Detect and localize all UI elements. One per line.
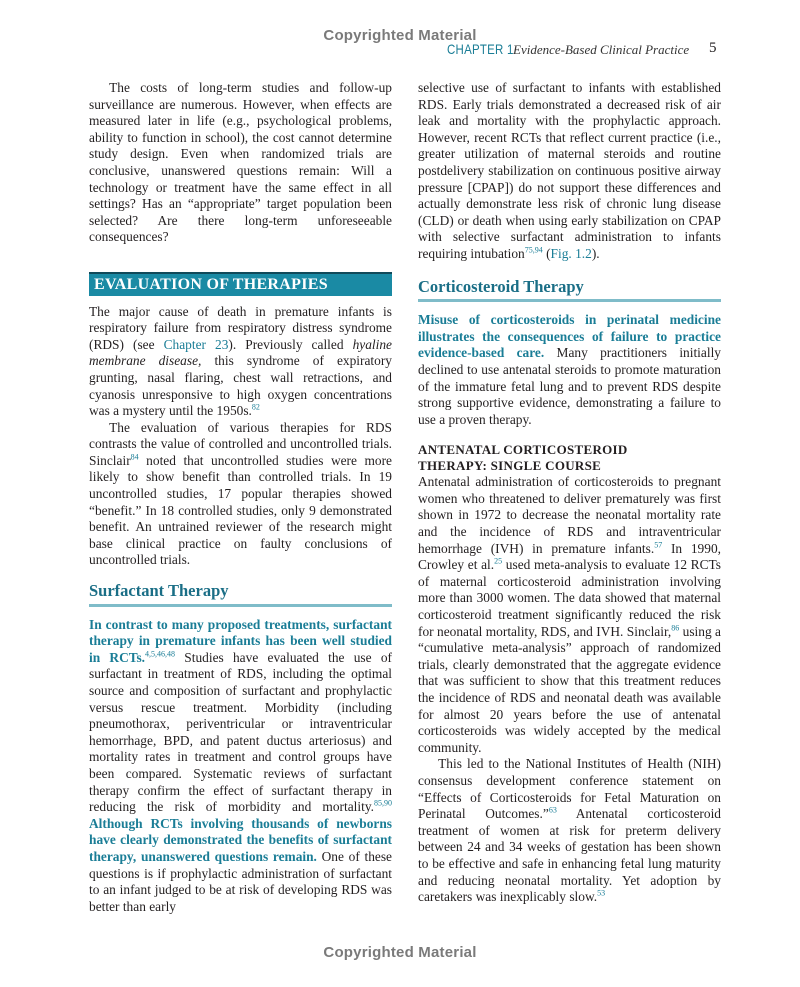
text-run: Many practitioners initially declined to use antenatal steroids to promote maturation of the immature fetal lung and to prevent RDS despite strong supportive evidence, demonstrating a failure to use a proven therapy.: [418, 345, 721, 427]
text-run: using a “cumulative meta-analysis” approach of randomized trials, clearly demonstrated that the aggregate evidence that was sufficient to show that this treatment reduces the incidence of RDS and neonatal death was available for almost 20 years before the use of antenatal corticosteroids was widely accepted by the medical community.: [418, 623, 721, 755]
italic-term: hyaline membrane disease,: [89, 336, 392, 369]
surfactant-paragraph: [89, 617, 392, 916]
running-head: [447, 40, 717, 60]
page-number: 5: [709, 40, 717, 56]
text-run: (: [542, 245, 551, 261]
continued-paragraph: [418, 80, 721, 263]
text-run: Antenatal administration of corticosteroids to pregnant women who threatened to deliver prematurely was first shown in 1972 to decrease the neonatal mortality rate and the incidence of RDS and intraventricular hemorrhage (IVH) in premature infants.: [418, 474, 721, 556]
reference-63[interactable]: 63: [548, 805, 557, 815]
subsubsection-heading-antenatal: [418, 442, 721, 474]
left-column: [89, 80, 392, 915]
key-point: In contrast to many proposed treatments, surfactant therapy in premature infants has been well studied in RCTs.: [89, 616, 392, 665]
text-run: This led to the National Institutes of Health (NIH) consensus development conference statement on “Effects of Corticosteroids for Fetal Maturation on Perinatal Outcomes.”: [418, 756, 721, 822]
heading-line: ANTENATAL CORTICOSTEROID: [418, 442, 628, 458]
reference-84[interactable]: 84: [130, 452, 139, 462]
reference-25[interactable]: 25: [494, 556, 503, 566]
watermark-bottom: Copyrighted Material: [323, 944, 477, 961]
text-run: this syndrome of expiratory grunting, nasal flaring, chest wall retractions, and cyanosis unresponsive to high oxygen concentrations was a mystery until the 1950s.: [89, 353, 393, 419]
reference-75-94[interactable]: 75,94: [524, 245, 543, 255]
text-run: In 1990, Crowley et al.: [418, 540, 721, 573]
chapter-label: CHAPTER 1: [447, 41, 514, 57]
subsection-heading-corticosteroid: Corticosteroid Therapy: [418, 279, 721, 303]
text-run: selective use of surfactant to infants with established RDS. Early trials demonstrated a decreased risk of air leak and mortality with the prophylactic approach. However, recent RCTs that reflect current practice (i.e., greater utilization of maternal steroids and routine postdelivery stabilization on continuous positive airway pressure [CPAP]) do not support these differences and actually demonstrate less risk of chronic lung disease (CLD) or death when using early stabilization on CPAP with selective surfactant administration to infants requiring intubation: [418, 80, 721, 261]
evaluation-paragraph-1: [89, 304, 392, 420]
text-run: One of these questions is if prophylactic administration of surfactant to an infant judged to be at risk of developing RDS was better than early: [89, 848, 392, 914]
watermark-top: Copyrighted Material: [323, 27, 477, 44]
key-point: Misuse of corticosteroids in perinatal medicine illustrates the consequences of failure to practice evidence-based care.: [418, 312, 721, 361]
reference-57[interactable]: 57: [654, 540, 663, 550]
reference-82[interactable]: 82: [251, 402, 260, 412]
text-run: The major cause of death in premature infants is respiratory failure from respiratory distress syndrome (RDS) (see: [89, 303, 392, 352]
text-run: noted that uncontrolled studies were more likely to show benefit than controlled trials. In 19 uncontrolled studies, 17 popular therapies showed “benefit.” In 18 controlled studies, only 9 demonstrated benefit. An untrained reviewer of the research might base clinical practice on faulty conclusions of uncontrolled trials.: [89, 452, 392, 568]
reference-4-5-46-48[interactable]: 4,5,46,48: [145, 649, 176, 659]
reference-53[interactable]: 53: [597, 888, 606, 898]
evaluation-paragraph-2: [89, 420, 392, 569]
antenatal-paragraph-2: [418, 756, 721, 905]
text-run: The evaluation of various therapies for RDS contrasts the value of controlled and uncontrolled trials. Sinclair: [89, 419, 392, 468]
chapter-title: Evidence-Based Clinical Practice: [513, 42, 690, 57]
heading-line: THERAPY: SINGLE COURSE: [418, 458, 602, 474]
chapter-23-link[interactable]: Chapter 23: [163, 336, 229, 352]
reference-85-90[interactable]: 85,90: [374, 798, 392, 808]
figure-1-2-link[interactable]: Fig. 1.2: [550, 245, 592, 261]
text-run: Antenatal corticosteroid treatment of women at risk for preterm delivery between 24 and 34 weeks of gestation has been shown to be effective and safe in enhancing fetal lung maturity and reducing neonatal mortality. Yet adoption by caretakers was inexplicably slow.: [418, 806, 721, 905]
subsection-heading-surfactant: Surfactant Therapy: [89, 583, 392, 607]
corticosteroid-paragraph: [418, 312, 721, 428]
text-run: Studies have evaluated the use of surfactant in treatment of RDS, including the optimal source and composition of surfactant and prophylactic versus rescue treatment. Morbidity (including pneumothorax, periventricular or intraventricular hemorrhage, BPD, and patent ductus arteriosus) and mortality rates in treatment and control groups have been compared. Systematic reviews of surfactant therapy confirm the effect of surfactant therapy in reducing the risk of morbidity and mortality.: [89, 649, 392, 815]
key-point: Although RCTs involving thousands of newborns have clearly demonstrated the benefits of surfactant therapy, unanswered questions remain.: [89, 815, 392, 864]
text-run: ). Previously called: [228, 336, 353, 352]
section-heading-evaluation: EVALUATION OF THERAPIES: [89, 272, 392, 296]
reference-86[interactable]: 86: [671, 623, 680, 633]
text-run: ).: [591, 245, 600, 261]
right-column: [418, 80, 721, 906]
intro-paragraph: The costs of long-term studies and follow-up surveillance are numerous. However, when effects are measured later in life (e.g., psychological problems, ability to function in school), the cost cannot determine study design. Even when randomized trials are conclusive, unanswered questions remain: Will a technology or treatment have the same effect in all settings? Has an “appropriate” target population been selected? Are there long-term unforeseeable consequences?: [89, 80, 392, 245]
antenatal-paragraph-1: [418, 474, 721, 756]
text-run: used meta-analysis to evaluate 12 RCTs of maternal corticosteroid administration involving more than 3000 women. The data showed that maternal corticosteroid treatment significantly reduced the risk for neonatal mortality, RDS, and IVH. Sinclair,: [418, 557, 721, 639]
